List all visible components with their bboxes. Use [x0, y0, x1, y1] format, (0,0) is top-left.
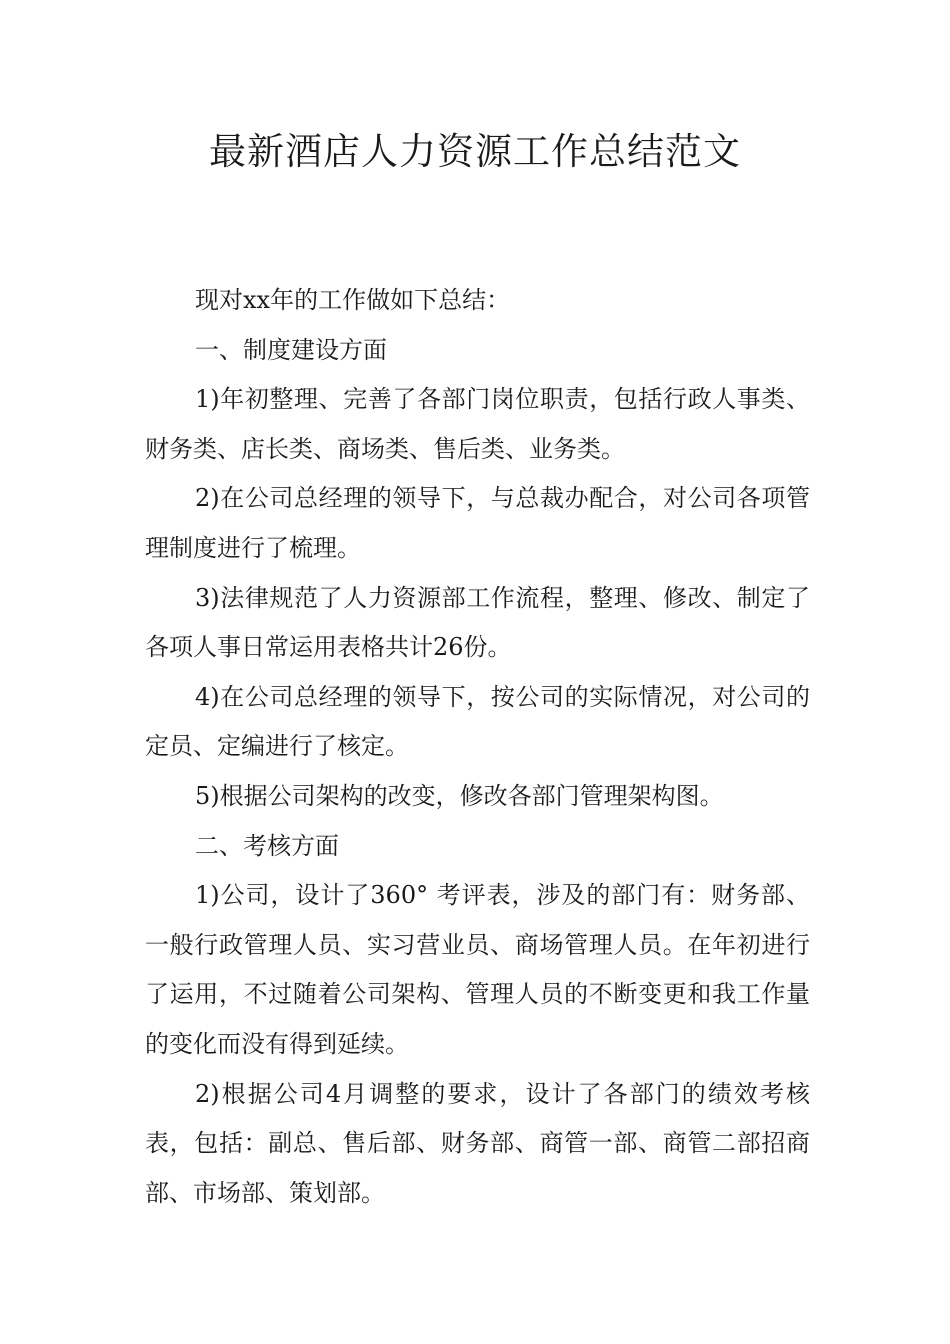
document-title: 最新酒店人力资源工作总结范文	[209, 130, 741, 173]
paragraph-assessment-2: 2)根据公司4月调整的要求，设计了各部门的绩效考核表，包括：副总、售后部、财务部、商管一部、商管二部招商部、市场部、策划部。	[145, 1079, 810, 1207]
paragraph-system-4: 4)在公司总经理的领导下，按公司的实际情况，对公司的定员、定编进行了核定。	[145, 682, 810, 761]
paragraph-assessment-1: 1)公司，设计了360° 考评表，涉及的部门有：财务部、一般行政管理人员、实习营业员、商场管理人员。在年初进行了运用，不过随着公司架构、管理人员的不断变更和我工作量的变化而没有得到延续。	[145, 881, 810, 1058]
paragraph-system-5: 5)根据公司架构的改变，修改各部门管理架构图。	[195, 781, 724, 810]
document-body	[145, 276, 810, 1218]
paragraph-intro: 现对xx年的工作做如下总结：	[195, 286, 511, 314]
section-heading-assessment: 二、考核方面	[195, 831, 339, 860]
paragraph-system-3: 3)法律规范了人力资源部工作流程，整理、修改、制定了各项人事日常运用表格共计26份。	[145, 583, 810, 662]
paragraph-system-1: 1)年初整理、完善了各部门岗位职责，包括行政人事类、财务类、店长类、商场类、售后类、业务类。	[145, 385, 810, 463]
paragraph-system-2: 2)在公司总经理的领导下，与总裁办配合，对公司各项管理制度进行了梳理。	[145, 484, 810, 562]
section-heading-system: 一、制度建设方面	[195, 335, 387, 364]
